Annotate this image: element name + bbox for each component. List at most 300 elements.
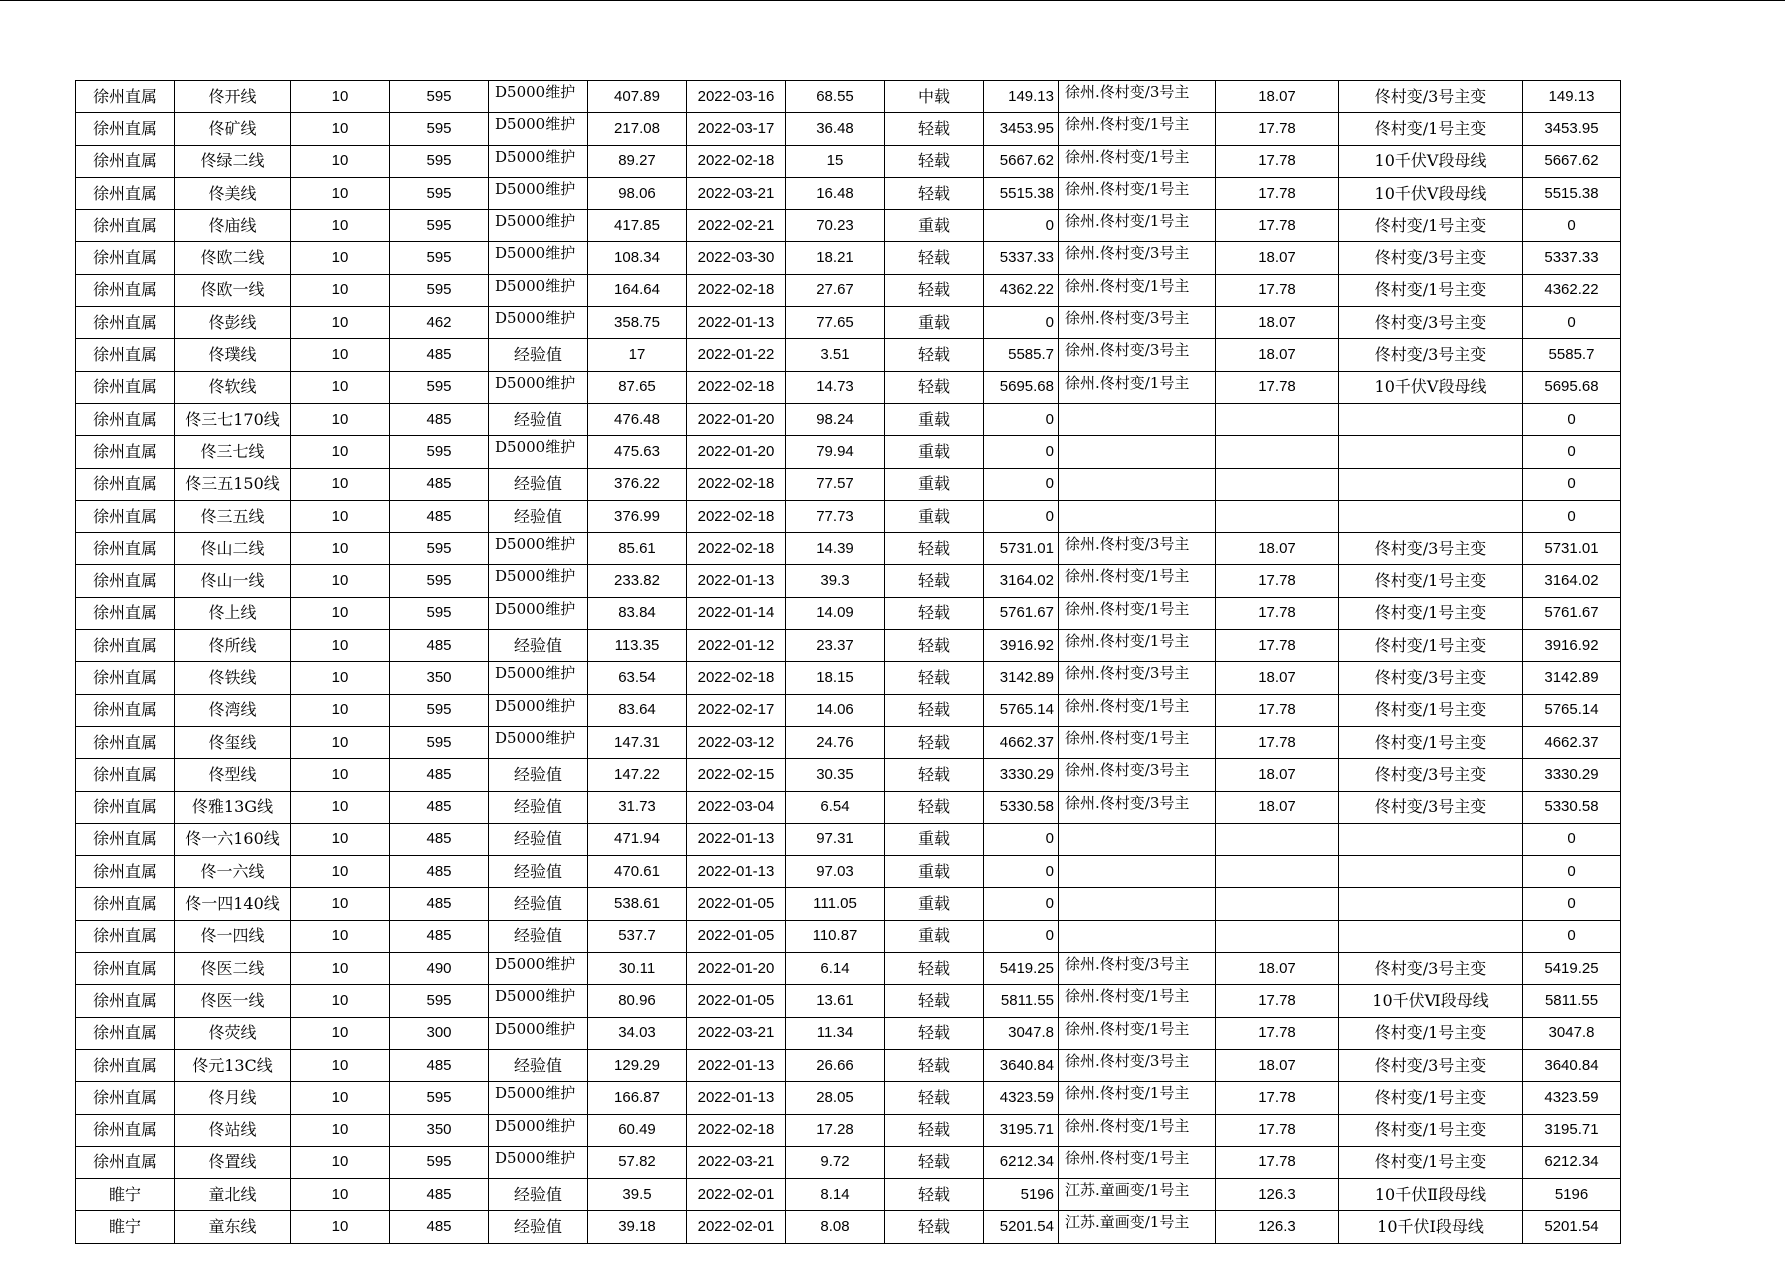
cell-rated-current: 595 — [390, 81, 489, 113]
cell-voltage: 10 — [291, 339, 390, 371]
cell-col-12 — [1216, 920, 1339, 952]
cell-load-rate: 14.39 — [786, 533, 885, 565]
cell-value: 0 — [1523, 403, 1621, 435]
cell-remaining: 3164.02 — [984, 565, 1059, 597]
cell-col-12: 18.07 — [1216, 81, 1339, 113]
cell-bus: 佟村变/1号主变 — [1339, 1017, 1523, 1049]
table-row — [76, 533, 1621, 565]
cell-line-name: 佟三七线 — [175, 436, 291, 468]
cell-date: 2022-02-18 — [687, 468, 786, 500]
cell-rated-current: 485 — [390, 759, 489, 791]
cell-date: 2022-02-18 — [687, 274, 786, 306]
cell-substation: 徐州.佟村变/1号主 — [1059, 1017, 1216, 1049]
cell-substation: 江苏.童画变/1号主 — [1059, 1179, 1216, 1211]
cell-voltage: 10 — [291, 1049, 390, 1081]
cell-line-name: 童北线 — [175, 1179, 291, 1211]
cell-voltage: 10 — [291, 274, 390, 306]
cell-value: 3142.89 — [1523, 662, 1621, 694]
table-row — [76, 113, 1621, 145]
cell-current: 537.7 — [588, 920, 687, 952]
cell-bus: 佟村变/3号主变 — [1339, 533, 1523, 565]
cell-load-status: 轻载 — [885, 533, 984, 565]
cell-col-12: 18.07 — [1216, 791, 1339, 823]
cell-line-name: 佟站线 — [175, 1114, 291, 1146]
cell-bus: 佟村变/3号主变 — [1339, 759, 1523, 791]
cell-value: 3453.95 — [1523, 113, 1621, 145]
cell-unit: 徐州直属 — [76, 1146, 175, 1178]
cell-unit: 睢宁 — [76, 1211, 175, 1243]
cell-remaining: 5731.01 — [984, 533, 1059, 565]
cell-remaining: 0 — [984, 823, 1059, 855]
cell-load-rate: 68.55 — [786, 81, 885, 113]
cell-voltage: 10 — [291, 145, 390, 177]
cell-remaining: 5811.55 — [984, 985, 1059, 1017]
table-row — [76, 759, 1621, 791]
cell-value: 3916.92 — [1523, 630, 1621, 662]
cell-date: 2022-01-13 — [687, 565, 786, 597]
cell-substation: 徐州.佟村变/3号主 — [1059, 307, 1216, 339]
cell-source: 经验值 — [489, 1211, 588, 1243]
cell-value: 5765.14 — [1523, 694, 1621, 726]
cell-load-status: 轻载 — [885, 1114, 984, 1146]
cell-col-12: 17.78 — [1216, 210, 1339, 242]
cell-bus: 佟村变/1号主变 — [1339, 630, 1523, 662]
cell-col-12: 18.07 — [1216, 759, 1339, 791]
cell-col-12: 17.78 — [1216, 113, 1339, 145]
cell-current: 376.22 — [588, 468, 687, 500]
cell-load-rate: 77.57 — [786, 468, 885, 500]
cell-value: 0 — [1523, 920, 1621, 952]
cell-bus: 佟村变/1号主变 — [1339, 210, 1523, 242]
cell-source: D5000维护 — [489, 1146, 588, 1178]
cell-voltage: 10 — [291, 113, 390, 145]
cell-load-rate: 14.06 — [786, 694, 885, 726]
cell-date: 2022-02-18 — [687, 1114, 786, 1146]
cell-source: D5000维护 — [489, 242, 588, 274]
cell-rated-current: 595 — [390, 726, 489, 758]
cell-voltage: 10 — [291, 953, 390, 985]
cell-load-status: 重载 — [885, 920, 984, 952]
cell-line-name: 佟欧二线 — [175, 242, 291, 274]
cell-value: 3047.8 — [1523, 1017, 1621, 1049]
cell-col-12: 18.07 — [1216, 662, 1339, 694]
cell-load-rate: 28.05 — [786, 1082, 885, 1114]
cell-voltage: 10 — [291, 565, 390, 597]
table-row — [76, 436, 1621, 468]
cell-col-12: 17.78 — [1216, 145, 1339, 177]
cell-load-status: 重载 — [885, 888, 984, 920]
cell-line-name: 佟医二线 — [175, 953, 291, 985]
cell-col-12: 17.78 — [1216, 1146, 1339, 1178]
cell-value: 149.13 — [1523, 81, 1621, 113]
cell-bus — [1339, 856, 1523, 888]
table-row — [76, 403, 1621, 435]
cell-current: 538.61 — [588, 888, 687, 920]
cell-load-status: 轻载 — [885, 113, 984, 145]
cell-load-rate: 79.94 — [786, 436, 885, 468]
cell-bus: 佟村变/3号主变 — [1339, 1049, 1523, 1081]
cell-rated-current: 350 — [390, 1114, 489, 1146]
cell-date: 2022-03-21 — [687, 1017, 786, 1049]
cell-substation: 徐州.佟村变/3号主 — [1059, 242, 1216, 274]
cell-date: 2022-01-05 — [687, 985, 786, 1017]
cell-source: D5000维护 — [489, 565, 588, 597]
cell-load-status: 重载 — [885, 500, 984, 532]
cell-current: 85.61 — [588, 533, 687, 565]
cell-load-rate: 70.23 — [786, 210, 885, 242]
cell-line-name: 童东线 — [175, 1211, 291, 1243]
cell-unit: 徐州直属 — [76, 436, 175, 468]
cell-source: 经验值 — [489, 823, 588, 855]
cell-load-rate: 17.28 — [786, 1114, 885, 1146]
cell-load-rate: 23.37 — [786, 630, 885, 662]
cell-substation: 徐州.佟村变/1号主 — [1059, 371, 1216, 403]
cell-bus: 10千伏Ⅴ段母线 — [1339, 371, 1523, 403]
cell-bus: 佟村变/1号主变 — [1339, 565, 1523, 597]
cell-remaining: 5695.68 — [984, 371, 1059, 403]
cell-col-12: 17.78 — [1216, 1017, 1339, 1049]
cell-current: 63.54 — [588, 662, 687, 694]
cell-value: 0 — [1523, 500, 1621, 532]
cell-remaining: 4662.37 — [984, 726, 1059, 758]
cell-load-rate: 15 — [786, 145, 885, 177]
cell-bus: 佟村变/3号主变 — [1339, 662, 1523, 694]
cell-current: 164.64 — [588, 274, 687, 306]
cell-remaining: 3047.8 — [984, 1017, 1059, 1049]
cell-substation — [1059, 436, 1216, 468]
cell-unit: 徐州直属 — [76, 371, 175, 403]
cell-substation: 徐州.佟村变/1号主 — [1059, 210, 1216, 242]
cell-load-rate: 77.65 — [786, 307, 885, 339]
cell-line-name: 佟璞线 — [175, 339, 291, 371]
cell-line-name: 佟雅13G线 — [175, 791, 291, 823]
cell-unit: 徐州直属 — [76, 1082, 175, 1114]
cell-line-name: 佟彭线 — [175, 307, 291, 339]
table-row — [76, 274, 1621, 306]
cell-remaining: 3916.92 — [984, 630, 1059, 662]
cell-rated-current: 595 — [390, 1082, 489, 1114]
cell-unit: 徐州直属 — [76, 920, 175, 952]
cell-value: 5695.68 — [1523, 371, 1621, 403]
cell-rated-current: 595 — [390, 597, 489, 629]
cell-voltage: 10 — [291, 500, 390, 532]
cell-line-name: 佟湾线 — [175, 694, 291, 726]
cell-rated-current: 485 — [390, 856, 489, 888]
cell-load-status: 重载 — [885, 210, 984, 242]
cell-current: 87.65 — [588, 371, 687, 403]
cell-source: D5000维护 — [489, 726, 588, 758]
cell-bus — [1339, 888, 1523, 920]
cell-date: 2022-01-13 — [687, 823, 786, 855]
table-row — [76, 371, 1621, 403]
cell-date: 2022-01-14 — [687, 597, 786, 629]
cell-line-name: 佟一四140线 — [175, 888, 291, 920]
cell-bus: 10千伏Ⅴ段母线 — [1339, 145, 1523, 177]
cell-rated-current: 485 — [390, 1211, 489, 1243]
cell-load-rate: 16.48 — [786, 177, 885, 209]
cell-load-rate: 6.14 — [786, 953, 885, 985]
cell-substation: 徐州.佟村变/1号主 — [1059, 113, 1216, 145]
cell-remaining: 0 — [984, 856, 1059, 888]
cell-line-name: 佟三七170线 — [175, 403, 291, 435]
cell-rated-current: 595 — [390, 533, 489, 565]
cell-current: 417.85 — [588, 210, 687, 242]
cell-bus: 佟村变/3号主变 — [1339, 791, 1523, 823]
cell-unit: 徐州直属 — [76, 823, 175, 855]
cell-rated-current: 485 — [390, 630, 489, 662]
cell-col-12: 17.78 — [1216, 1082, 1339, 1114]
cell-load-status: 轻载 — [885, 1049, 984, 1081]
cell-unit: 徐州直属 — [76, 856, 175, 888]
cell-substation: 徐州.佟村变/3号主 — [1059, 1049, 1216, 1081]
cell-remaining: 0 — [984, 210, 1059, 242]
table-row — [76, 81, 1621, 113]
cell-bus: 佟村变/1号主变 — [1339, 1114, 1523, 1146]
cell-voltage: 10 — [291, 823, 390, 855]
table-row — [76, 307, 1621, 339]
cell-rated-current: 595 — [390, 177, 489, 209]
cell-value: 0 — [1523, 823, 1621, 855]
table-row — [76, 1049, 1621, 1081]
cell-substation: 徐州.佟村变/1号主 — [1059, 274, 1216, 306]
cell-current: 89.27 — [588, 145, 687, 177]
table-row — [76, 953, 1621, 985]
cell-unit: 徐州直属 — [76, 242, 175, 274]
cell-substation: 徐州.佟村变/3号主 — [1059, 759, 1216, 791]
cell-load-status: 中载 — [885, 81, 984, 113]
cell-remaining: 5330.58 — [984, 791, 1059, 823]
cell-date: 2022-02-01 — [687, 1211, 786, 1243]
cell-date: 2022-02-18 — [687, 371, 786, 403]
cell-load-status: 轻载 — [885, 177, 984, 209]
cell-value: 5337.33 — [1523, 242, 1621, 274]
cell-rated-current: 462 — [390, 307, 489, 339]
cell-current: 376.99 — [588, 500, 687, 532]
cell-remaining: 6212.34 — [984, 1146, 1059, 1178]
cell-date: 2022-02-18 — [687, 662, 786, 694]
cell-col-12: 17.78 — [1216, 565, 1339, 597]
cell-unit: 徐州直属 — [76, 1049, 175, 1081]
cell-date: 2022-03-12 — [687, 726, 786, 758]
cell-substation: 徐州.佟村变/3号主 — [1059, 662, 1216, 694]
cell-source: D5000维护 — [489, 694, 588, 726]
data-table — [75, 80, 1621, 1244]
page-top-border — [0, 0, 1785, 1]
cell-load-rate: 77.73 — [786, 500, 885, 532]
cell-col-12: 17.78 — [1216, 371, 1339, 403]
cell-remaining: 0 — [984, 920, 1059, 952]
cell-substation — [1059, 468, 1216, 500]
cell-load-rate: 30.35 — [786, 759, 885, 791]
cell-date: 2022-02-18 — [687, 500, 786, 532]
cell-value: 0 — [1523, 856, 1621, 888]
cell-source: D5000维护 — [489, 177, 588, 209]
table-body — [76, 81, 1621, 1244]
cell-col-12: 18.07 — [1216, 1049, 1339, 1081]
cell-line-name: 佟铁线 — [175, 662, 291, 694]
cell-source: D5000维护 — [489, 953, 588, 985]
cell-value: 0 — [1523, 210, 1621, 242]
cell-current: 147.31 — [588, 726, 687, 758]
cell-source: D5000维护 — [489, 113, 588, 145]
table-row — [76, 145, 1621, 177]
cell-unit: 徐州直属 — [76, 500, 175, 532]
cell-remaining: 149.13 — [984, 81, 1059, 113]
cell-load-rate: 6.54 — [786, 791, 885, 823]
cell-substation: 徐州.佟村变/3号主 — [1059, 81, 1216, 113]
cell-rated-current: 595 — [390, 694, 489, 726]
cell-voltage: 10 — [291, 533, 390, 565]
cell-date: 2022-01-20 — [687, 436, 786, 468]
cell-date: 2022-03-04 — [687, 791, 786, 823]
cell-source: 经验值 — [489, 888, 588, 920]
cell-rated-current: 485 — [390, 920, 489, 952]
cell-remaining: 0 — [984, 307, 1059, 339]
cell-source: 经验值 — [489, 500, 588, 532]
cell-current: 407.89 — [588, 81, 687, 113]
cell-remaining: 0 — [984, 403, 1059, 435]
cell-load-status: 轻载 — [885, 1017, 984, 1049]
cell-rated-current: 485 — [390, 791, 489, 823]
cell-line-name: 佟矿线 — [175, 113, 291, 145]
cell-unit: 徐州直属 — [76, 177, 175, 209]
cell-voltage: 10 — [291, 371, 390, 403]
cell-col-12: 126.3 — [1216, 1211, 1339, 1243]
cell-voltage: 10 — [291, 242, 390, 274]
cell-remaining: 3453.95 — [984, 113, 1059, 145]
cell-load-rate: 97.03 — [786, 856, 885, 888]
cell-rated-current: 485 — [390, 468, 489, 500]
cell-source: 经验值 — [489, 339, 588, 371]
cell-bus: 佟村变/1号主变 — [1339, 1082, 1523, 1114]
cell-remaining: 5201.54 — [984, 1211, 1059, 1243]
cell-load-rate: 8.08 — [786, 1211, 885, 1243]
cell-bus — [1339, 403, 1523, 435]
cell-current: 34.03 — [588, 1017, 687, 1049]
cell-voltage: 10 — [291, 759, 390, 791]
cell-date: 2022-02-15 — [687, 759, 786, 791]
cell-load-rate: 97.31 — [786, 823, 885, 855]
cell-value: 5196 — [1523, 1179, 1621, 1211]
cell-voltage: 10 — [291, 888, 390, 920]
cell-col-12 — [1216, 856, 1339, 888]
cell-source: 经验值 — [489, 856, 588, 888]
cell-load-rate: 11.34 — [786, 1017, 885, 1049]
cell-current: 166.87 — [588, 1082, 687, 1114]
cell-rated-current: 595 — [390, 274, 489, 306]
cell-bus — [1339, 500, 1523, 532]
cell-unit: 徐州直属 — [76, 953, 175, 985]
cell-date: 2022-03-17 — [687, 113, 786, 145]
cell-unit: 徐州直属 — [76, 759, 175, 791]
cell-unit: 徐州直属 — [76, 565, 175, 597]
cell-current: 108.34 — [588, 242, 687, 274]
cell-remaining: 3195.71 — [984, 1114, 1059, 1146]
cell-remaining: 0 — [984, 468, 1059, 500]
cell-date: 2022-02-17 — [687, 694, 786, 726]
cell-source: D5000维护 — [489, 81, 588, 113]
cell-bus: 佟村变/1号主变 — [1339, 726, 1523, 758]
cell-current: 476.48 — [588, 403, 687, 435]
cell-current: 60.49 — [588, 1114, 687, 1146]
cell-source: D5000维护 — [489, 307, 588, 339]
cell-value: 3195.71 — [1523, 1114, 1621, 1146]
cell-load-status: 轻载 — [885, 145, 984, 177]
cell-col-12 — [1216, 403, 1339, 435]
cell-remaining: 5337.33 — [984, 242, 1059, 274]
cell-remaining: 5765.14 — [984, 694, 1059, 726]
cell-col-12: 18.07 — [1216, 242, 1339, 274]
cell-bus — [1339, 436, 1523, 468]
cell-remaining: 0 — [984, 888, 1059, 920]
cell-col-12: 17.78 — [1216, 597, 1339, 629]
cell-current: 233.82 — [588, 565, 687, 597]
cell-bus: 佟村变/3号主变 — [1339, 81, 1523, 113]
cell-load-rate: 26.66 — [786, 1049, 885, 1081]
cell-value: 3330.29 — [1523, 759, 1621, 791]
cell-substation: 徐州.佟村变/3号主 — [1059, 533, 1216, 565]
cell-source: D5000维护 — [489, 145, 588, 177]
cell-load-status: 轻载 — [885, 597, 984, 629]
cell-bus: 10千伏Ⅵ段母线 — [1339, 985, 1523, 1017]
cell-bus: 佟村变/3号主变 — [1339, 953, 1523, 985]
table-row — [76, 694, 1621, 726]
cell-load-rate: 98.24 — [786, 403, 885, 435]
cell-date: 2022-01-20 — [687, 403, 786, 435]
cell-load-status: 轻载 — [885, 791, 984, 823]
cell-load-rate: 9.72 — [786, 1146, 885, 1178]
cell-remaining: 5196 — [984, 1179, 1059, 1211]
cell-source: 经验值 — [489, 920, 588, 952]
cell-load-rate: 110.87 — [786, 920, 885, 952]
cell-bus: 佟村变/1号主变 — [1339, 694, 1523, 726]
cell-unit: 徐州直属 — [76, 307, 175, 339]
cell-value: 5731.01 — [1523, 533, 1621, 565]
cell-col-12 — [1216, 888, 1339, 920]
cell-load-rate: 8.14 — [786, 1179, 885, 1211]
cell-source: 经验值 — [489, 759, 588, 791]
cell-substation: 徐州.佟村变/1号主 — [1059, 726, 1216, 758]
cell-col-12: 17.78 — [1216, 274, 1339, 306]
cell-bus: 佟村变/1号主变 — [1339, 597, 1523, 629]
cell-load-status: 轻载 — [885, 242, 984, 274]
cell-unit: 徐州直属 — [76, 597, 175, 629]
cell-load-status: 轻载 — [885, 985, 984, 1017]
cell-load-status: 重载 — [885, 468, 984, 500]
cell-rated-current: 485 — [390, 888, 489, 920]
cell-substation: 徐州.佟村变/1号主 — [1059, 1114, 1216, 1146]
cell-remaining: 5761.67 — [984, 597, 1059, 629]
cell-bus: 10千伏Ⅰ段母线 — [1339, 1211, 1523, 1243]
cell-unit: 徐州直属 — [76, 339, 175, 371]
cell-voltage: 10 — [291, 1114, 390, 1146]
cell-value: 5761.67 — [1523, 597, 1621, 629]
cell-rated-current: 485 — [390, 823, 489, 855]
cell-unit: 徐州直属 — [76, 985, 175, 1017]
cell-substation: 徐州.佟村变/1号主 — [1059, 630, 1216, 662]
cell-substation: 徐州.佟村变/1号主 — [1059, 597, 1216, 629]
cell-load-status: 轻载 — [885, 565, 984, 597]
cell-line-name: 佟三五150线 — [175, 468, 291, 500]
cell-load-status: 轻载 — [885, 953, 984, 985]
cell-bus: 佟村变/3号主变 — [1339, 307, 1523, 339]
table-row — [76, 242, 1621, 274]
cell-value: 5667.62 — [1523, 145, 1621, 177]
cell-date: 2022-03-16 — [687, 81, 786, 113]
cell-substation: 徐州.佟村变/3号主 — [1059, 953, 1216, 985]
cell-source: D5000维护 — [489, 533, 588, 565]
cell-voltage: 10 — [291, 468, 390, 500]
